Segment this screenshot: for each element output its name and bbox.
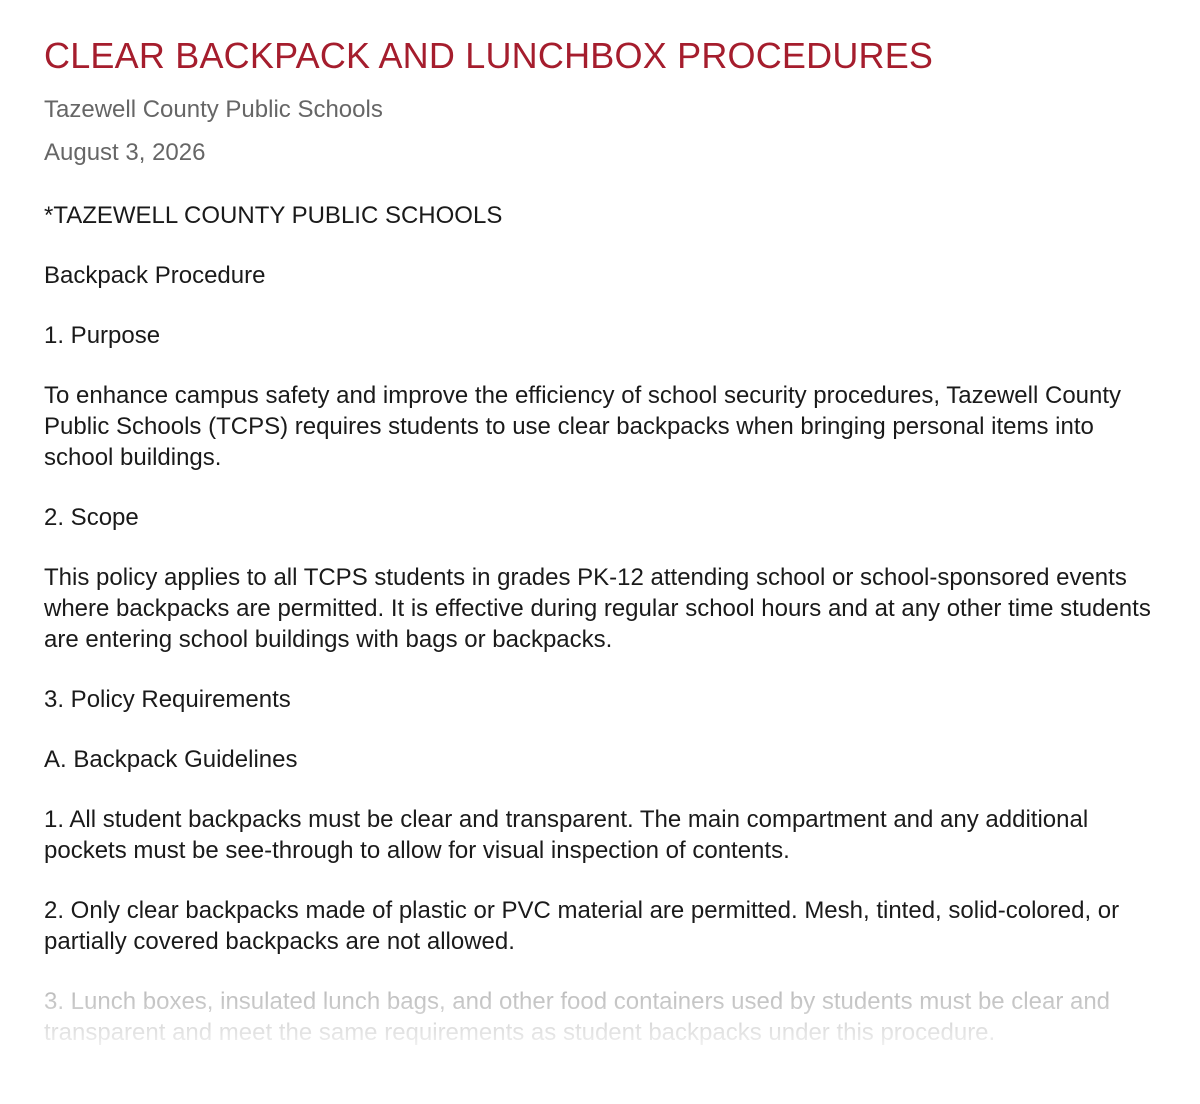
guidelines-heading: A. Backpack Guidelines (44, 746, 298, 773)
scope-paragraph: This policy applies to all TCPS students in grades PK-12 attending school or school-sponsored events where backpacks are permitted. It is effective during regular school hours and at any other time students are entering school buildings with bags or backpacks. (44, 564, 1151, 653)
district-heading: *TAZEWELL COUNTY PUBLIC SCHOOLS (44, 202, 503, 229)
guideline-item-faded: 3. Lunch boxes, insulated lunch bags, and other food containers used by students must be clear and transparent and meet the same requirements as student backpacks under this procedure. (44, 986, 1164, 1048)
document-page (44, 32, 1164, 1077)
publish-date: August 3, 2026 (44, 139, 206, 166)
guideline-item: 1. All student backpacks must be clear and transparent. The main compartment and any additional pockets must be see-through to allow for visual inspection of contents. (44, 806, 1089, 864)
scope-heading: 2. Scope (44, 504, 139, 531)
document-body (44, 200, 1164, 1048)
purpose-paragraph: To enhance campus safety and improve the efficiency of school security procedures, Tazewell County Public Schools (TCPS) requires students to use clear backpacks when bringing personal items into school buildings. (44, 382, 1122, 471)
organization-name: Tazewell County Public Schools (44, 96, 383, 123)
guideline-item: 2. Only clear backpacks made of plastic or PVC material are permitted. Mesh, tinted, solid-colored, or partially covered backpacks are not allowed. (44, 897, 1120, 955)
requirements-heading: 3. Policy Requirements (44, 686, 291, 713)
procedure-title: Backpack Procedure (44, 262, 266, 289)
page-title: CLEAR BACKPACK AND LUNCHBOX PROCEDURES (44, 35, 934, 76)
purpose-heading: 1. Purpose (44, 322, 161, 349)
